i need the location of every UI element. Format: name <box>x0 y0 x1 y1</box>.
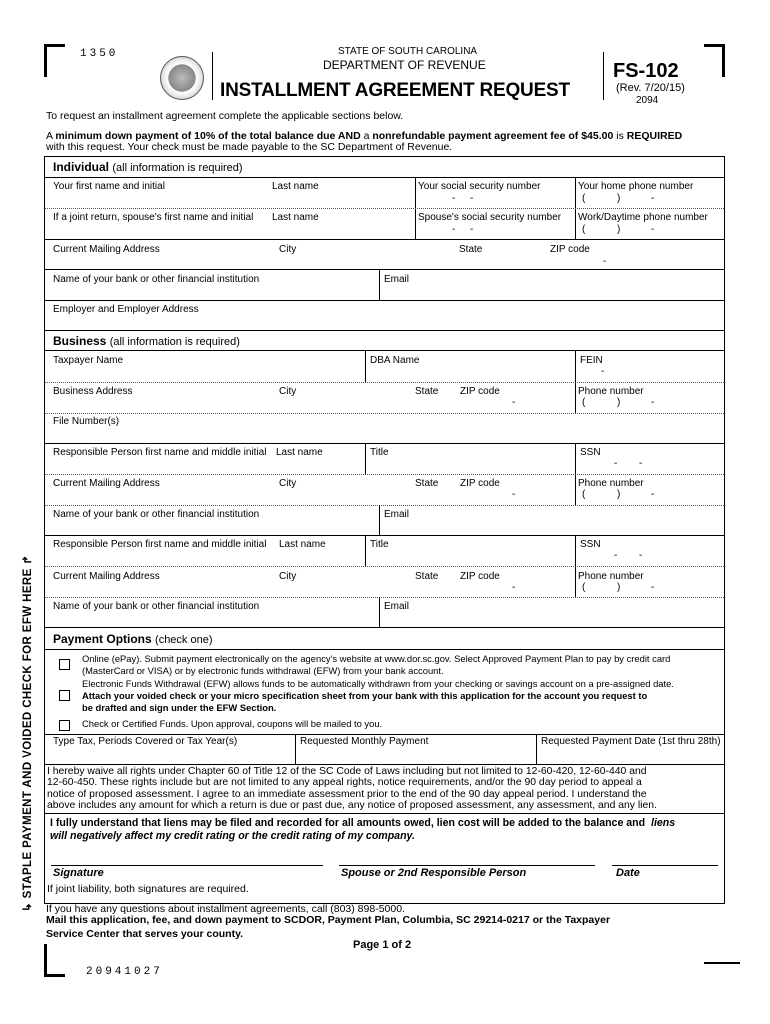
resp-person-1-mailing-field[interactable]: Current Mailing Address <box>53 478 160 489</box>
business-phone-field[interactable]: Phone number <box>578 386 644 397</box>
state-seal-icon <box>160 56 204 100</box>
mailing-address-field[interactable]: Current Mailing Address <box>53 244 160 255</box>
signature-line[interactable]: Signature <box>53 867 104 879</box>
revision-code: 2094 <box>636 95 659 106</box>
joint-liability-note: If joint liability, both signatures are required. <box>47 883 249 895</box>
file-numbers-field[interactable]: File Number(s) <box>53 416 120 427</box>
work-phone-paren-open: ( <box>582 224 586 235</box>
department-name: DEPARTMENT OF REVENUE <box>323 58 486 72</box>
spouse-last-name-field[interactable]: Last name <box>272 212 319 223</box>
zip-field[interactable]: ZIP code <box>550 244 590 255</box>
business-address-field[interactable]: Business Address <box>53 386 133 397</box>
email-field[interactable]: Email <box>384 274 410 285</box>
resp-person-2-bank-field[interactable]: Name of your bank or other financial institution <box>53 601 260 612</box>
questions-text: If you have any questions about installment agreements, call (803) 898-5000. <box>46 903 405 915</box>
waiver-text: I hereby waive all rights under Chapter 60 of Title 12 of the SC Code of Laws including but not limited to 12-60-420, 12-60-440 and 12-60-450. These rights include but are not limited to any appeal rights, notice requirements, and/or the 90 day period to appeal a notice of proposed assessment. I agree to an immediate assessment prior to the end of the 90 day appeal period. I understand the above includes any amount for which a return is due or past due, any notice of proposed assessment, any assessment, and any lien. <box>47 766 657 812</box>
option-check-text: Check or Certified Funds. Upon approval, coupons will be mailed to you. <box>82 718 383 729</box>
resp-person-2-state-field[interactable]: State <box>415 571 439 582</box>
resp-person-1-phone-dash: - <box>651 489 655 500</box>
home-phone-field[interactable]: Your home phone number <box>578 181 694 192</box>
resp-person-1-email-field[interactable]: Email <box>384 509 410 520</box>
resp-person-2-city-field[interactable]: City <box>279 571 297 582</box>
resp-person-2-email-field[interactable]: Email <box>384 601 410 612</box>
resp-person-2-last-name-field[interactable]: Last name <box>279 539 326 550</box>
resp-person-1-ssn-field[interactable]: SSN <box>580 447 601 458</box>
corner-mark-top-right <box>704 44 725 77</box>
spouse-first-name-field[interactable]: If a joint return, spouse's first name and initial <box>53 212 254 223</box>
date-line[interactable]: Date <box>616 867 640 879</box>
form-number: FS-102 <box>613 60 679 82</box>
resp-person-1-zip-field[interactable]: ZIP code <box>460 478 500 489</box>
fein-field[interactable]: FEIN <box>580 355 603 366</box>
business-phone-paren-open: ( <box>582 397 586 408</box>
mail-instructions: Mail this application, fee, and down payment to SCDOR, Payment Plan, Columbia, SC 29214-0217 or the Taxpayer Service Center that serves your county. <box>46 914 611 940</box>
staple-instruction: ↳ STAPLE PAYMENT AND VOIDED CHECK FOR EFW HERE ↱ <box>22 554 34 912</box>
barcode-number: 20941027 <box>86 966 163 978</box>
resp-person-2-phone-dash: - <box>651 582 655 593</box>
option-efw-text: Electronic Funds Withdrawal (EFW) allows funds to be automatically withdrawn from your checking or savings account on a pre-assigned date. Attach your voided check or your micro specification sheet from your bank with this application for the account you request to be drafted and sign under the EFW Section. <box>82 678 674 713</box>
first-name-field[interactable]: Your first name and initial <box>53 181 165 192</box>
business-phone-paren-close: ) <box>617 397 621 408</box>
page-title: INSTALLMENT AGREEMENT REQUEST <box>220 80 570 101</box>
business-zip-field[interactable]: ZIP code <box>460 386 500 397</box>
resp-person-2-title-field[interactable]: Title <box>370 539 389 550</box>
form-box <box>44 156 725 904</box>
resp-person-1-phone-paren-open: ( <box>582 489 586 500</box>
resp-person-1-title-field[interactable]: Title <box>370 447 389 458</box>
resp-person-2-phone-field[interactable]: Phone number <box>578 571 644 582</box>
bank-name-field[interactable]: Name of your bank or other financial institution <box>53 274 260 285</box>
resp-person-2-phone-paren-open: ( <box>582 582 586 593</box>
resp-person-1-bank-field[interactable]: Name of your bank or other financial institution <box>53 509 260 520</box>
resp-person-1-phone-field[interactable]: Phone number <box>578 478 644 489</box>
revision: (Rev. 7/20/15) <box>616 82 685 94</box>
type-tax-field[interactable]: Type Tax, Periods Covered or Tax Year(s) <box>53 736 238 747</box>
city-field[interactable]: City <box>279 244 297 255</box>
work-phone-paren-close: ) <box>617 224 621 235</box>
state-name: STATE OF SOUTH CAROLINA <box>338 46 478 57</box>
work-phone-field[interactable]: Work/Daytime phone number <box>578 212 708 223</box>
resp-person-2-zip-dash: - <box>512 582 516 593</box>
intro-line-1: To request an installment agreement complete the applicable sections below. <box>46 110 404 122</box>
last-name-field[interactable]: Last name <box>272 181 319 192</box>
home-phone-paren-close: ) <box>617 193 621 204</box>
payment-date-field[interactable]: Requested Payment Date (1st thru 28th) <box>541 736 721 747</box>
fein-dash: - <box>601 366 605 377</box>
resp-person-1-phone-paren-close: ) <box>617 489 621 500</box>
resp-person-1-zip-dash: - <box>512 489 516 500</box>
employer-field[interactable]: Employer and Employer Address <box>53 304 199 315</box>
intro-line-3: with this request. Your check must be made payable to the SC Department of Revenue. <box>46 141 453 153</box>
resp-person-2-zip-field[interactable]: ZIP code <box>460 571 500 582</box>
spouse-ssn-field[interactable]: Spouse's social security number <box>418 212 562 223</box>
page-number: Page 1 of 2 <box>353 939 412 951</box>
intro-line-2: A minimum down payment of 10% of the total balance due AND a nonrefundable payment agreement fee of $45.00 is REQUIRED <box>46 130 683 142</box>
resp-person-1-last-name-field[interactable]: Last name <box>276 447 323 458</box>
taxpayer-name-field[interactable]: Taxpayer Name <box>53 355 124 366</box>
resp-person-1-name-field[interactable]: Responsible Person first name and middle initial <box>53 447 267 458</box>
work-phone-dash: - <box>651 224 655 235</box>
monthly-payment-field[interactable]: Requested Monthly Payment <box>300 736 429 747</box>
resp-person-1-ssn-dash-1: - <box>614 458 618 469</box>
ssn-field[interactable]: Your social security number <box>418 181 541 192</box>
resp-person-1-ssn-dash-2: - <box>639 458 643 469</box>
ssn-dash-2: - <box>470 193 474 204</box>
resp-person-1-state-field[interactable]: State <box>415 478 439 489</box>
corner-mark-bottom-left <box>44 944 65 977</box>
business-city-field[interactable]: City <box>279 386 297 397</box>
individual-heading: Individual (all information is required) <box>53 160 243 174</box>
option-check-checkbox[interactable] <box>59 720 70 731</box>
corner-mark-bottom-right <box>704 962 740 964</box>
lien-text: I fully understand that liens may be filed and recorded for all amounts owed, lien cost will be added to the balance and liens will negatively affect my credit rating or the credit rating of my company. <box>50 817 676 842</box>
dba-name-field[interactable]: DBA Name <box>370 355 420 366</box>
home-phone-dash: - <box>651 193 655 204</box>
title-divider-left <box>212 52 213 100</box>
spouse-signature-line[interactable]: Spouse or 2nd Responsible Person <box>341 867 527 879</box>
business-state-field[interactable]: State <box>415 386 439 397</box>
home-phone-paren-open: ( <box>582 193 586 204</box>
business-phone-dash: - <box>651 397 655 408</box>
option-epay-text: Online (ePay). Submit payment electronically on the agency's website at www.dor.sc.gov. Select Approved Payment Plan to pay by credit card (MasterCard or VISA) or by electronic funds withdrawal (EFW) from your bank account. <box>82 653 671 676</box>
resp-person-2-name-field[interactable]: Responsible Person first name and middle initial <box>53 539 267 550</box>
resp-person-2-ssn-dash-2: - <box>639 550 643 561</box>
spouse-ssn-dash-2: - <box>470 224 474 235</box>
ssn-dash-1: - <box>452 193 456 204</box>
resp-person-2-ssn-field[interactable]: SSN <box>580 539 601 550</box>
payment-options-heading: Payment Options (check one) <box>53 632 213 646</box>
spouse-ssn-dash-1: - <box>452 224 456 235</box>
resp-person-2-mailing-field[interactable]: Current Mailing Address <box>53 571 160 582</box>
state-field[interactable]: State <box>459 244 483 255</box>
resp-person-2-ssn-dash-1: - <box>614 550 618 561</box>
title-divider-right <box>603 52 604 100</box>
business-zip-dash: - <box>512 397 516 408</box>
business-heading: Business (all information is required) <box>53 334 240 348</box>
option-epay-checkbox[interactable] <box>59 659 70 670</box>
option-efw-checkbox[interactable] <box>59 690 70 701</box>
corner-mark-top-left <box>44 44 65 77</box>
resp-person-1-city-field[interactable]: City <box>279 478 297 489</box>
zip-dash: - <box>603 256 607 267</box>
form-code-top: 1350 <box>80 48 119 60</box>
resp-person-2-phone-paren-close: ) <box>617 582 621 593</box>
